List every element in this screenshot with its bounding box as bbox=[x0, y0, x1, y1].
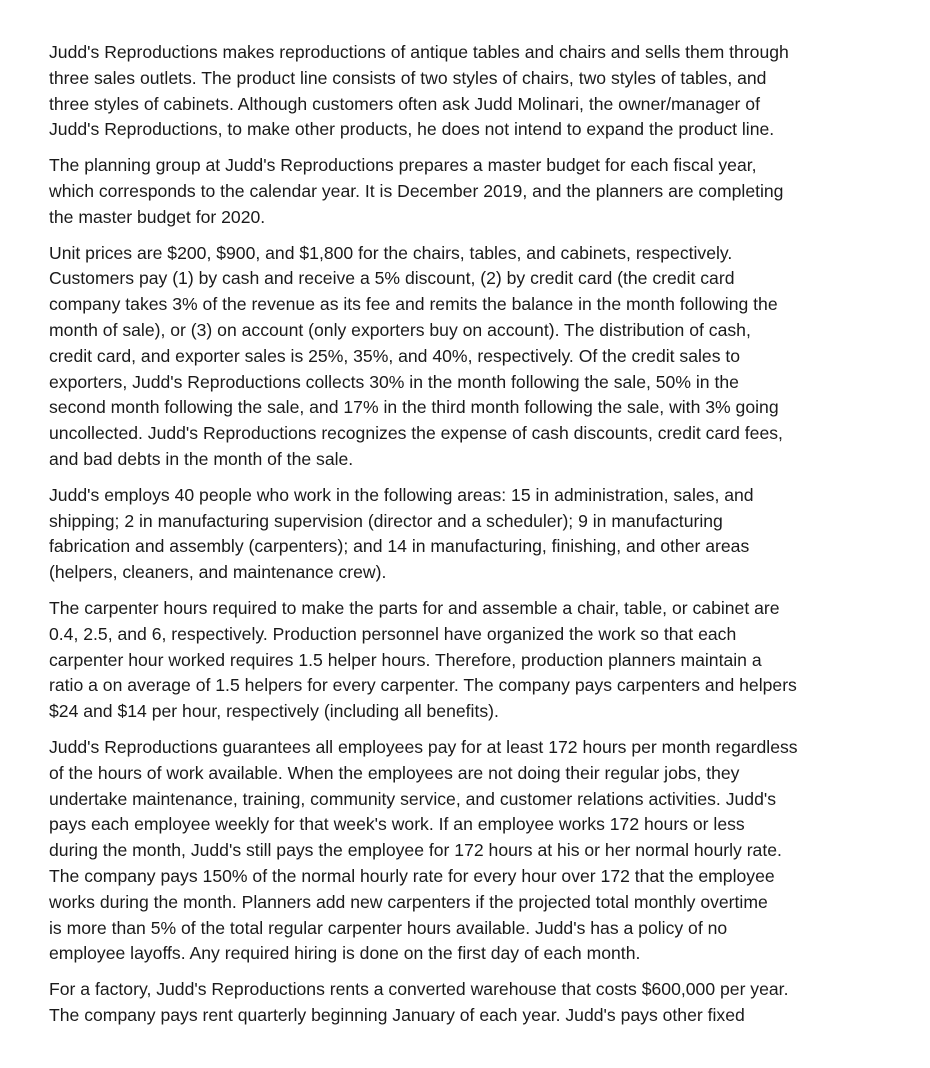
text-line: shipping; 2 in manufacturing supervision (director and a scheduler); 9 in manufacturing bbox=[49, 510, 723, 531]
text-line: $24 and $14 per hour, respectively (including all benefits). bbox=[49, 701, 499, 722]
text-line: uncollected. Judd's Reproductions recognizes the expense of cash discounts, credit card fees, bbox=[49, 423, 783, 444]
text-line: Judd's employs 40 people who work in the following areas: 15 in administration, sales, and bbox=[49, 484, 754, 505]
text-line: second month following the sale, and 17% in the third month following the sale, with 3% going bbox=[49, 397, 779, 418]
paragraph-employees bbox=[49, 483, 869, 586]
text-line: (helpers, cleaners, and maintenance crew). bbox=[49, 562, 387, 583]
text-line: fabrication and assembly (carpenters); and 14 in manufacturing, finishing, and other areas bbox=[49, 536, 750, 557]
text-line: the master budget for 2020. bbox=[49, 206, 266, 227]
text-line: Judd's Reproductions makes reproductions of antique tables and chairs and sells them through bbox=[49, 42, 789, 62]
text-line: credit card, and exporter sales is 25%, 35%, and 40%, respectively. Of the credit sales to bbox=[49, 345, 741, 366]
text-line: three sales outlets. The product line consists of two styles of chairs, two styles of tables, and bbox=[49, 67, 767, 88]
text-line: 0.4, 2.5, and 6, respectively. Production personnel have organized the work so that each bbox=[49, 623, 737, 644]
text-line: The company pays rent quarterly beginning January of each year. Judd's pays other fixed bbox=[49, 1004, 745, 1025]
text-line: The carpenter hours required to make the parts for and assemble a chair, table, or cabinet are bbox=[49, 597, 780, 618]
text-line: and bad debts in the month of the sale. bbox=[49, 448, 354, 469]
text-line: month of sale), or (3) on account (only exporters buy on account). The distribution of cash, bbox=[49, 319, 751, 340]
paragraph-planning bbox=[49, 153, 869, 230]
text-line: Customers pay (1) by cash and receive a 5% discount, (2) by credit card (the credit card bbox=[49, 268, 735, 289]
paragraph-intro bbox=[49, 40, 869, 143]
text-line: company takes 3% of the revenue as its fee and remits the balance in the month following the bbox=[49, 294, 778, 315]
document-body bbox=[49, 40, 869, 1039]
text-line: For a factory, Judd's Reproductions rents a converted warehouse that costs $600,000 per year. bbox=[49, 979, 789, 1000]
text-line: works during the month. Planners add new carpenters if the projected total monthly overtime bbox=[49, 891, 768, 912]
text-line: carpenter hour worked requires 1.5 helper hours. Therefore, production planners maintain a bbox=[49, 649, 762, 670]
text-line: The planning group at Judd's Reproductions prepares a master budget for each fiscal year, bbox=[49, 155, 757, 176]
paragraph-factory-rent bbox=[49, 977, 869, 1029]
text-line: three styles of cabinets. Although customers often ask Judd Molinari, the owner/manager of bbox=[49, 93, 760, 114]
text-line: Judd's Reproductions, to make other products, he does not intend to expand the product line. bbox=[49, 119, 775, 140]
text-line: during the month, Judd's still pays the employee for 172 hours at his or her normal hourly rate. bbox=[49, 840, 782, 861]
paragraph-pricing bbox=[49, 241, 869, 473]
paragraph-pay-policy bbox=[49, 735, 869, 967]
text-line: is more than 5% of the total regular carpenter hours available. Judd's has a policy of no bbox=[49, 917, 728, 938]
text-line: ratio a on average of 1.5 helpers for every carpenter. The company pays carpenters and helpers bbox=[49, 675, 797, 696]
text-line: Unit prices are $200, $900, and $1,800 for the chairs, tables, and cabinets, respectively. bbox=[49, 242, 733, 263]
text-line: of the hours of work available. When the employees are not doing their regular jobs, they bbox=[49, 762, 740, 783]
text-line: employee layoffs. Any required hiring is done on the first day of each month. bbox=[49, 943, 641, 964]
text-line: Judd's Reproductions guarantees all employees pay for at least 172 hours per month regardless bbox=[49, 736, 798, 757]
text-line: undertake maintenance, training, community service, and customer relations activities. Judd's bbox=[49, 788, 777, 809]
text-line: which corresponds to the calendar year. It is December 2019, and the planners are completing bbox=[49, 180, 784, 201]
text-line: exporters, Judd's Reproductions collects 30% in the month following the sale, 50% in the bbox=[49, 371, 739, 392]
text-line: The company pays 150% of the normal hourly rate for every hour over 172 that the employee bbox=[49, 865, 775, 886]
text-line: pays each employee weekly for that week's work. If an employee works 172 hours or less bbox=[49, 814, 745, 835]
paragraph-carpenter-hours bbox=[49, 596, 869, 725]
